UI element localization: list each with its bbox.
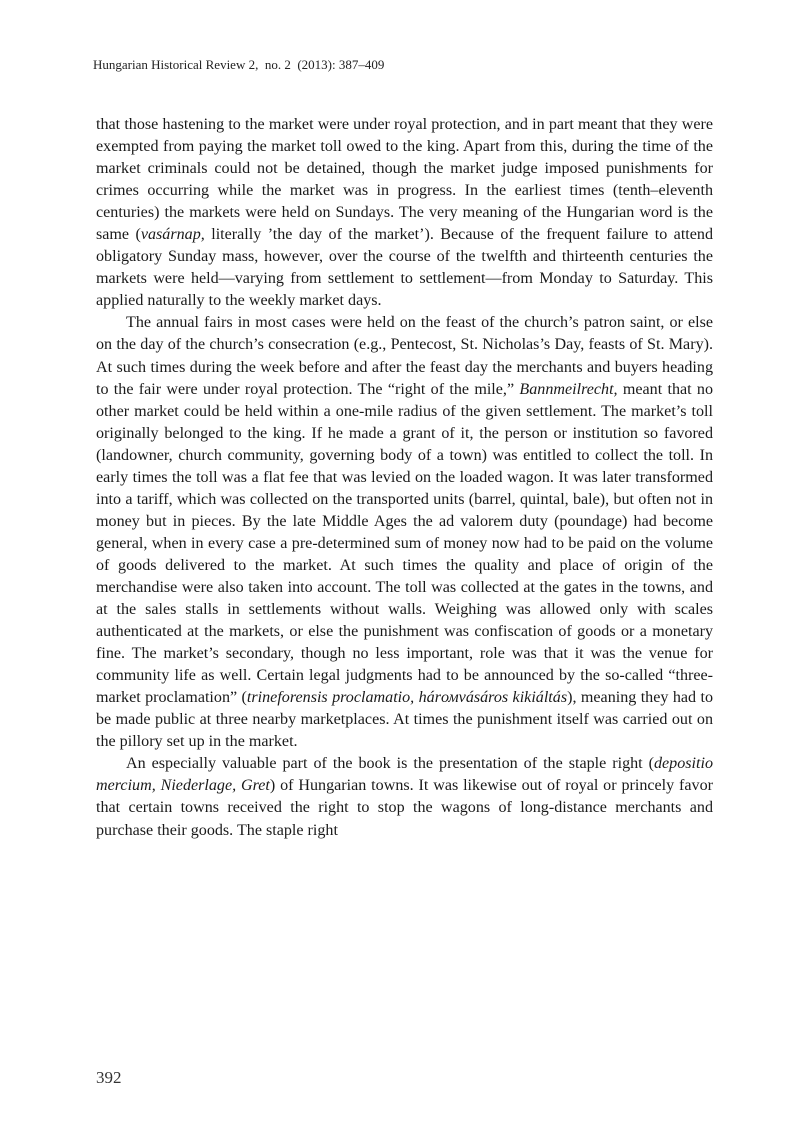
paragraph-1 — [96, 114, 713, 312]
italic-term: depositio mercium, Niederlage, Gret — [96, 755, 713, 795]
text-segment: meant that no other market could be held within a one-mile radius of the given settlement. The market’s toll originally belonged to the king. If he made a grant of it, the person or institution so favored (landowner, church community, governing body of a town) was entitled to collect the toll. In early times the toll was a flat fee that was levied on the loaded wagon. It was later transformed into a tariff, which was collected on the transported units (barrel, quintal, bale), but often not in money but in pieces. By the late Middle Ages the ad valorem duty (poundage) had become general, when in every case a pre-determined sum of money now had to be paid on the volume of goods delivered to the market. At such times the quality and place of origin of the merchandise were also taken into account. The toll was collected at the gates in the towns, and at the sales stalls in settlements without walls. Weighing was allowed only with scales authenticated at the markets, or else the punishment was confiscation of goods or a monetary fine. The market’s secondary, though no less important, role was that it was the venue for community life as well. Certain legal judgments had to be announced by the so-called “three-market proclamation” ( — [96, 380, 714, 707]
text-segment: ) of Hungarian towns. It was likewise out of royal or princely favor that certain towns received the right to stop the wagons of long-distance merchants and purchase their goods. The staple right — [96, 777, 713, 839]
italic-term: trineforensis proclamatio, hárомvásáros kikiáltás — [246, 689, 568, 707]
text-segment: The annual fairs in most cases were held on the feast of the church’s patron saint, or else on the day of the church’s consecration (e.g., Pentecost, St. Nicholas’s Day, feasts of St. Mary). At such times during the week before and after the feast day the merchants and buyers heading to the fair were under royal protection. The “right of the mile,” — [96, 314, 713, 398]
text-segment: An especially valuable part of the book is the presentation of the staple right ( — [126, 755, 654, 773]
italic-term: Bannmeilrecht, — [519, 380, 618, 398]
paragraph-2 — [96, 312, 713, 753]
text-segment: ), meaning they had to be made public at three nearby marketplaces. At times the punishment itself was carried out on the pillory set up in the market. — [96, 689, 713, 751]
italic-term: vasárnap, — [140, 226, 205, 244]
text-segment: that those hastening to the market were under royal protection, and in part meant that they were exempted from paying the market toll owed to the king. Apart from this, during the time of the market criminals could not be detained, though the market judge imposed punishments for crimes occurring while the market was in progress. In the earliest times (tenth–eleventh centuries) the markets were held on Sundays. The very meaning of the Hungarian word is the same ( — [96, 116, 713, 244]
paragraph-3 — [96, 753, 713, 841]
body-text — [96, 114, 713, 842]
text-segment: literally ’the day of the market’). Because of the frequent failure to attend obligatory Sunday mass, however, over the course of the twelfth and thirteenth centuries the markets were held—varying from settlement to settlement—from Monday to Saturday. This applied naturally to the weekly market days. — [96, 226, 713, 310]
running-head: Hungarian Historical Review 2, no. 2 (2013): 387–409 — [93, 57, 385, 72]
page-number: 392 — [96, 1068, 122, 1087]
